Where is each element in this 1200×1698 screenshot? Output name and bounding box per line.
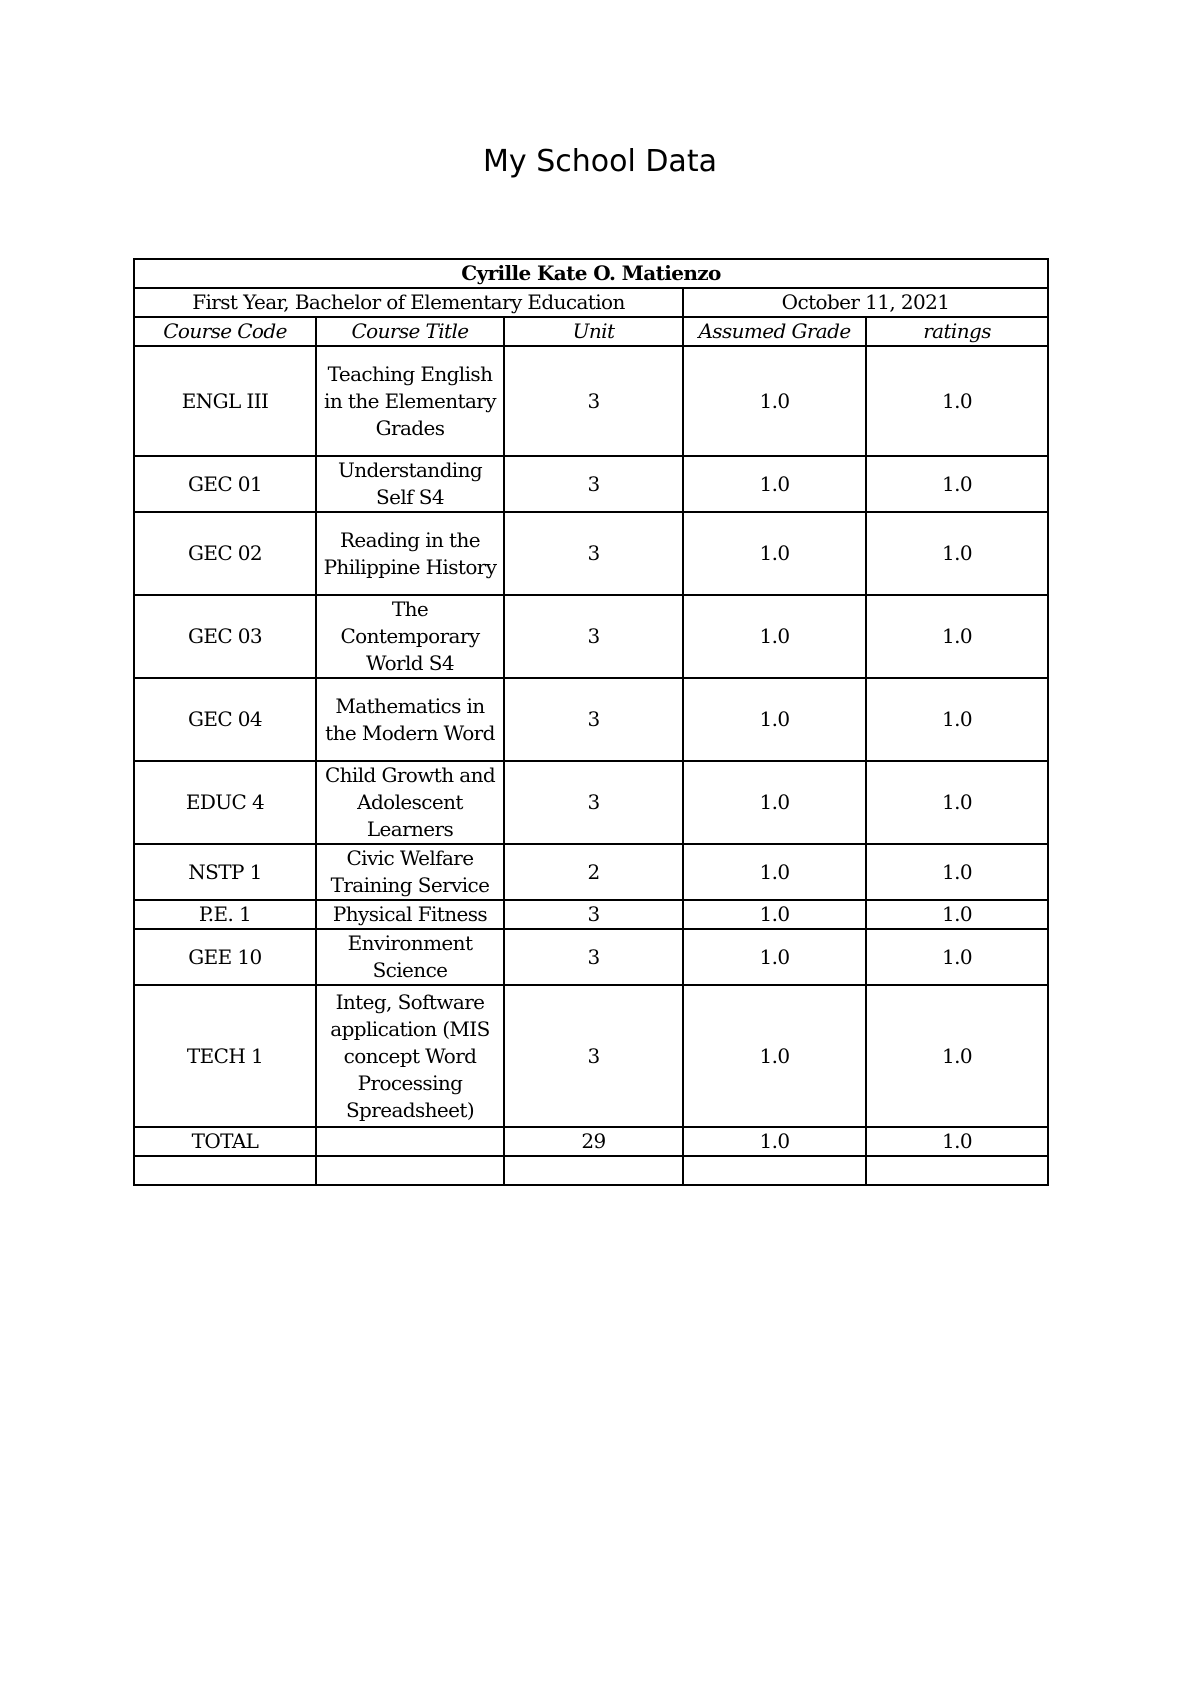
course-grade: 1.0 xyxy=(683,512,866,595)
course-title: Child Growth and Adolescent Learners xyxy=(316,761,504,844)
course-grade: 1.0 xyxy=(683,456,866,512)
course-grade: 1.0 xyxy=(683,678,866,761)
course-title: Civic Welfare Training Service xyxy=(316,844,504,900)
empty-cell xyxy=(316,1156,504,1185)
total-rating: 1.0 xyxy=(866,1127,1048,1156)
course-code: ENGL III xyxy=(134,346,316,456)
header-course-title: Course Title xyxy=(316,317,504,346)
course-grade: 1.0 xyxy=(683,985,866,1127)
program-row xyxy=(134,288,1048,317)
course-rating: 1.0 xyxy=(866,512,1048,595)
table-row xyxy=(134,929,1048,985)
course-grade: 1.0 xyxy=(683,346,866,456)
report-date: October 11, 2021 xyxy=(683,288,1048,317)
course-rating: 1.0 xyxy=(866,761,1048,844)
course-unit: 3 xyxy=(504,985,683,1127)
course-code: TECH 1 xyxy=(134,985,316,1127)
course-unit: 3 xyxy=(504,900,683,929)
course-grade: 1.0 xyxy=(683,900,866,929)
table-row xyxy=(134,761,1048,844)
course-rating: 1.0 xyxy=(866,346,1048,456)
course-title: Physical Fitness xyxy=(316,900,504,929)
course-unit: 2 xyxy=(504,844,683,900)
program-name: First Year, Bachelor of Elementary Education xyxy=(134,288,683,317)
course-code: GEC 04 xyxy=(134,678,316,761)
table-row xyxy=(134,844,1048,900)
total-grade: 1.0 xyxy=(683,1127,866,1156)
course-code: EDUC 4 xyxy=(134,761,316,844)
course-code: GEC 03 xyxy=(134,595,316,678)
course-rating: 1.0 xyxy=(866,900,1048,929)
header-unit: Unit xyxy=(504,317,683,346)
student-name-row xyxy=(134,259,1048,288)
course-grade: 1.0 xyxy=(683,844,866,900)
course-unit: 3 xyxy=(504,595,683,678)
page-title: My School Data xyxy=(483,144,717,179)
grades-table xyxy=(133,258,1049,1186)
course-title: Mathematics in the Modern Word xyxy=(316,678,504,761)
course-grade: 1.0 xyxy=(683,929,866,985)
empty-cell xyxy=(866,1156,1048,1185)
header-ratings: ratings xyxy=(866,317,1048,346)
course-unit: 3 xyxy=(504,678,683,761)
course-title: The Contemporary World S4 xyxy=(316,595,504,678)
table-row xyxy=(134,678,1048,761)
course-rating: 1.0 xyxy=(866,844,1048,900)
empty-row xyxy=(134,1156,1048,1185)
header-assumed-grade: Assumed Grade xyxy=(683,317,866,346)
total-title xyxy=(316,1127,504,1156)
course-rating: 1.0 xyxy=(866,929,1048,985)
course-grade: 1.0 xyxy=(683,761,866,844)
course-unit: 3 xyxy=(504,761,683,844)
table-row xyxy=(134,456,1048,512)
course-grade: 1.0 xyxy=(683,595,866,678)
course-title: Reading in the Philippine History xyxy=(316,512,504,595)
course-code: GEE 10 xyxy=(134,929,316,985)
course-unit: 3 xyxy=(504,346,683,456)
course-rating: 1.0 xyxy=(866,678,1048,761)
course-rating: 1.0 xyxy=(866,595,1048,678)
course-code: NSTP 1 xyxy=(134,844,316,900)
empty-cell xyxy=(134,1156,316,1185)
course-title: Understanding Self S4 xyxy=(316,456,504,512)
course-unit: 3 xyxy=(504,456,683,512)
column-header-row xyxy=(134,317,1048,346)
total-label: TOTAL xyxy=(134,1127,316,1156)
table-row xyxy=(134,595,1048,678)
course-title: Environment Science xyxy=(316,929,504,985)
table-row xyxy=(134,900,1048,929)
table-row xyxy=(134,512,1048,595)
empty-cell xyxy=(683,1156,866,1185)
course-code: GEC 02 xyxy=(134,512,316,595)
course-title: Teaching English in the Elementary Grades xyxy=(316,346,504,456)
course-code: P.E. 1 xyxy=(134,900,316,929)
table-row xyxy=(134,346,1048,456)
header-course-code: Course Code xyxy=(134,317,316,346)
empty-cell xyxy=(504,1156,683,1185)
course-rating: 1.0 xyxy=(866,456,1048,512)
table-row xyxy=(134,985,1048,1127)
course-unit: 3 xyxy=(504,929,683,985)
total-unit: 29 xyxy=(504,1127,683,1156)
course-rating: 1.0 xyxy=(866,985,1048,1127)
course-unit: 3 xyxy=(504,512,683,595)
course-code: GEC 01 xyxy=(134,456,316,512)
course-title: Integ, Software application (MIS concept Word Processing Spreadsheet) xyxy=(316,985,504,1127)
student-name: Cyrille Kate O. Matienzo xyxy=(134,259,1048,288)
total-row xyxy=(134,1127,1048,1156)
